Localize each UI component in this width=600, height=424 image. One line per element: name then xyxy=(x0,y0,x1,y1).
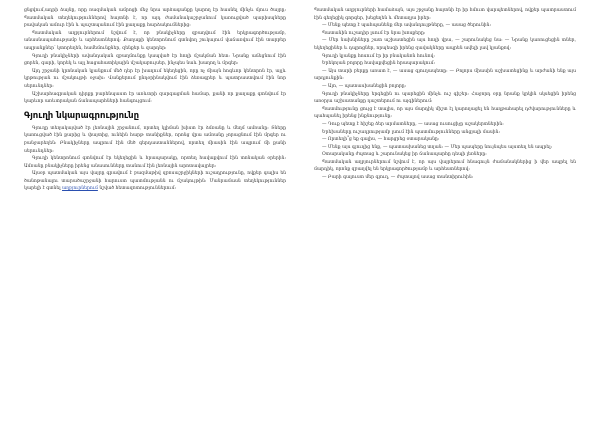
section-heading: Գյուղի նկարագրությունը xyxy=(24,110,140,121)
paragraph: Պատմական աղբյուրներում նշվում է, որ բնակիչները զբաղվում էին երկրագործությամբ, անասնապահությամբ և արհեստներով: Քաղաքի կենտրոնում գտնվող շուկայում վաճառվում էին տարբեր ապրանքներ՝ կտորեղեն, համեմունքներ, զենքեր և զարդեր: xyxy=(24,30,286,51)
dialogue-line: — Մենք այս գյուղից ենք, — պատասխանեց տղան: — Մեր պապերը նույնպես այստեղ են ապրել: xyxy=(322,144,553,150)
left-column xyxy=(24,7,286,193)
paragraph-closing-text: նշված հետազոտություններում: xyxy=(99,186,176,192)
dialogue-line: — Մեր նախնիները շատ աշխատեցին այս հողի վրա, — շարունակեց նա: — Նրանք կառուցեցին տներ, եկեղեցիներ և դպրոցներ, որպեսզի իրենց զավակները ապրեն ավելի լավ կյանքով: xyxy=(314,38,576,51)
paragraph: Այդ շրջանի կրոնական կյանքում մեծ դեր էր խաղում եկեղեցին, որը ոչ միայն հոգևոր կենտրոն էր, այլև կրթության ու մշակույթի օջախ: Վանքերում ընդօրինակվում էին ձեռագրեր և պատրաստվում էին նոր սերունդներ: xyxy=(24,68,286,89)
paragraph: Պատմական աղբյուրներում նշվում է, որ այս վայրերում հնագույն ժամանակներից ի վեր ապրել են մարդիկ, որոնք զբաղվել են երկրագործությամբ և արհեստներով: xyxy=(314,159,576,173)
dialogue-line: — Այս տարի բերքը առատ է, — ասաց գյուղապետը: — Բոլորս միասին աշխատեցինք և արժանի ենք այս արդյունքին: xyxy=(314,68,576,82)
source-link[interactable]: աղբյուրներում xyxy=(62,186,98,192)
dialogue-line: — Դուք պետք է հիշեք ձեր արմատները, — ասաց ուսուցիչը աշակերտներին: xyxy=(322,121,504,127)
paragraph: ցնցվում,ադրի ձայնը, որը ռազմական ամրոցի մեջ նրա արձագանքը կարող էր հասնել մինչև մյուս ծայրը: Պատմական տեղեկություններով հայտնի է, որ այդ ժամանակաշրջանում կառուցված պարիսպները բավական ամուր էին և պաշտպանում էին քաղաքը հարձակումներից: xyxy=(24,8,286,29)
paragraph: Երեխաները ուշադրությամբ լսում էին պատմությունները անցյալի մասին: xyxy=(322,129,500,135)
paragraph: Աշխարհագրական դիրքը բարենպաստ էր առևտրի զարգացման համար, քանի որ քաղաքը գտնվում էր կարևոր առևտրական ճանապարհների հանգույցում: xyxy=(24,91,286,105)
dialogue-line: — Որտեղի՞ց եք գալիս, — հարցրեց օտարականը: xyxy=(322,137,440,143)
paragraph: Պատմական աղբյուրների համաձայն, այս շրջանը հայտնի էր իր հմուտ վարպետներով, ովքեր պատրաստում էին գեղեցիկ գորգեր, խեցեղեն և մետաղյա իրեր: xyxy=(314,8,576,21)
paragraph: Օտարականը ժպտաց և շարունակեց իր ճանապարհը դեպի լեռները: xyxy=(322,152,487,158)
paragraph-with-link xyxy=(24,170,286,193)
paragraph: Գյուղի կյանքը հոսում էր իր բնականոն հունով: xyxy=(322,53,435,59)
dialogue-line: — Այո, — պատասխանեցին բոլորը: xyxy=(322,83,407,89)
paragraph: Գյուղի կենտրոնում գտնվում էր եկեղեցին և հրապարակը, որտեղ հավաքվում էին տոնական օրերին: Ամռանը բնակիչները իրենց անասունները տանում էին լեռնային արոտավայրեր: xyxy=(24,156,286,169)
dialogue-line: — Բարի գալուստ մեր գյուղ, — ժպտալով ասաց տանտիրուհին: xyxy=(322,175,474,181)
paragraph-text: Այսօր պատմական այս վայրը գրավում է բազմաթիվ զբոսաշրջիկների ուշադրությունը, ովքեր գալիս են ծանոթանալու տարածաշրջանի հարուստ պատմությանն ու մշակույթին: Մանրամասն տեղեկություններ կարելի է գտնել xyxy=(24,171,286,192)
paragraph: Գյուղի բնակիչների ավանդական զբաղմունքը կապված էր հողի մշակման հետ: Նրանք աճեցնում էին ցորեն, գարի, կորեկ և այլ հացահատիկային մշակաբույսեր, ինչպես նաև խաղող և մրգեր: xyxy=(24,53,286,67)
paragraph: Պատմությունը ցույց է տալիս, որ այս մարդիկ միշտ էլ կարողացել են հաղթահարել դժվարությունները և պահպանել իրենց ինքնությունը: xyxy=(314,106,576,120)
paragraph: Երեկոյան բոլորը հավաքվեցին հրապարակում: xyxy=(322,61,436,67)
right-column xyxy=(314,7,576,182)
dialogue-line: — Մենք պետք է պահպանենք մեր ավանդույթները, — ասաց ծերունին: xyxy=(322,23,492,29)
paragraph: Գյուղը տեղակայված էր լեռնային շրջանում, որտեղ կլիման խիստ էր ձմռանը և մեղմ ամռանը: Տները կառուցված էին քարից և փայտից, ունեին հարթ տանիքներ, որոնց վրա ամռանը չորացնում էին մրգեր ու բանջարեղեն: Բնակիչները ապրում էին մեծ գերդաստաններով, որտեղ միասին էին ապրում մի քանի սերունդներ: xyxy=(24,125,286,154)
paragraph: Պատանին ուշադիր լսում էր նրա խոսքերը: xyxy=(322,30,426,36)
paragraph: Գյուղի բնակիչները երգեցին ու պարեցին մինչև ուշ գիշեր: Հաջորդ օրը նրանք կրկին սկսեցին իրենց առօրյա աշխատանքը դաշտերում ու այգիներում: xyxy=(314,91,576,105)
